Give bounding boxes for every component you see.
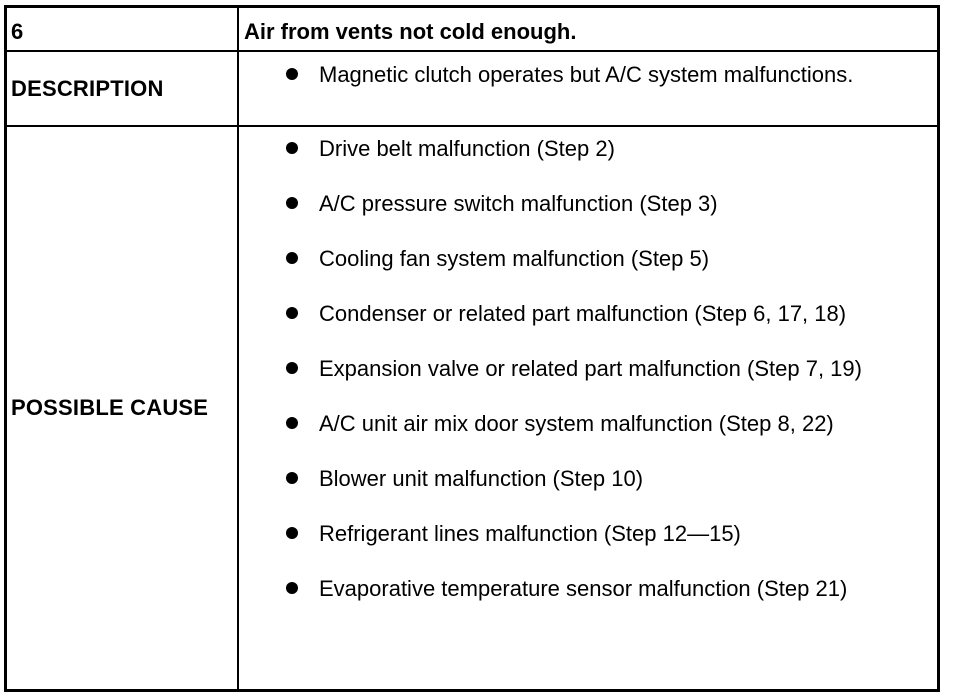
bullet-icon — [286, 417, 298, 429]
bullet-icon — [286, 362, 298, 374]
list-item — [239, 134, 937, 163]
bullet-icon — [286, 197, 298, 209]
bullet-icon — [286, 252, 298, 264]
list-item-text: Expansion valve or related part malfunction (Step 7, 19) — [319, 356, 862, 381]
bullet-icon — [286, 527, 298, 539]
list-item — [239, 189, 937, 218]
description-content — [239, 52, 937, 125]
step-number: 6 — [7, 8, 239, 50]
list-item-text: Refrigerant lines malfunction (Step 12—15) — [319, 521, 741, 546]
list-item — [239, 574, 937, 603]
possible-cause-content — [239, 127, 937, 689]
list-item — [239, 244, 937, 273]
list-item — [239, 409, 937, 438]
bullet-icon — [286, 307, 298, 319]
table-header-row — [7, 8, 937, 52]
list-item — [239, 354, 937, 383]
list-item-text: Magnetic clutch operates but A/C system malfunctions. — [319, 62, 854, 87]
possible-cause-list — [239, 127, 937, 603]
description-row — [7, 52, 937, 127]
possible-cause-row — [7, 127, 937, 689]
list-item-text: Drive belt malfunction (Step 2) — [319, 136, 615, 161]
bullet-icon — [286, 582, 298, 594]
list-item-text: A/C unit air mix door system malfunction (Step 8, 22) — [319, 411, 834, 436]
troubleshooting-table — [4, 5, 940, 692]
list-item — [239, 60, 937, 89]
possible-cause-label: POSSIBLE CAUSE — [7, 127, 239, 689]
description-label: DESCRIPTION — [7, 52, 239, 125]
list-item — [239, 519, 937, 548]
list-item-text: Evaporative temperature sensor malfunction (Step 21) — [319, 576, 848, 601]
bullet-icon — [286, 472, 298, 484]
list-item — [239, 464, 937, 493]
list-item — [239, 299, 937, 328]
list-item-text: A/C pressure switch malfunction (Step 3) — [319, 191, 718, 216]
list-item-text: Blower unit malfunction (Step 10) — [319, 466, 644, 491]
description-list — [239, 52, 937, 89]
bullet-icon — [286, 68, 298, 80]
list-item-text: Cooling fan system malfunction (Step 5) — [319, 246, 710, 271]
list-item-text: Condenser or related part malfunction (Step 6, 17, 18) — [319, 301, 847, 326]
symptom-title: Air from vents not cold enough. — [244, 19, 577, 44]
bullet-icon — [286, 142, 298, 154]
